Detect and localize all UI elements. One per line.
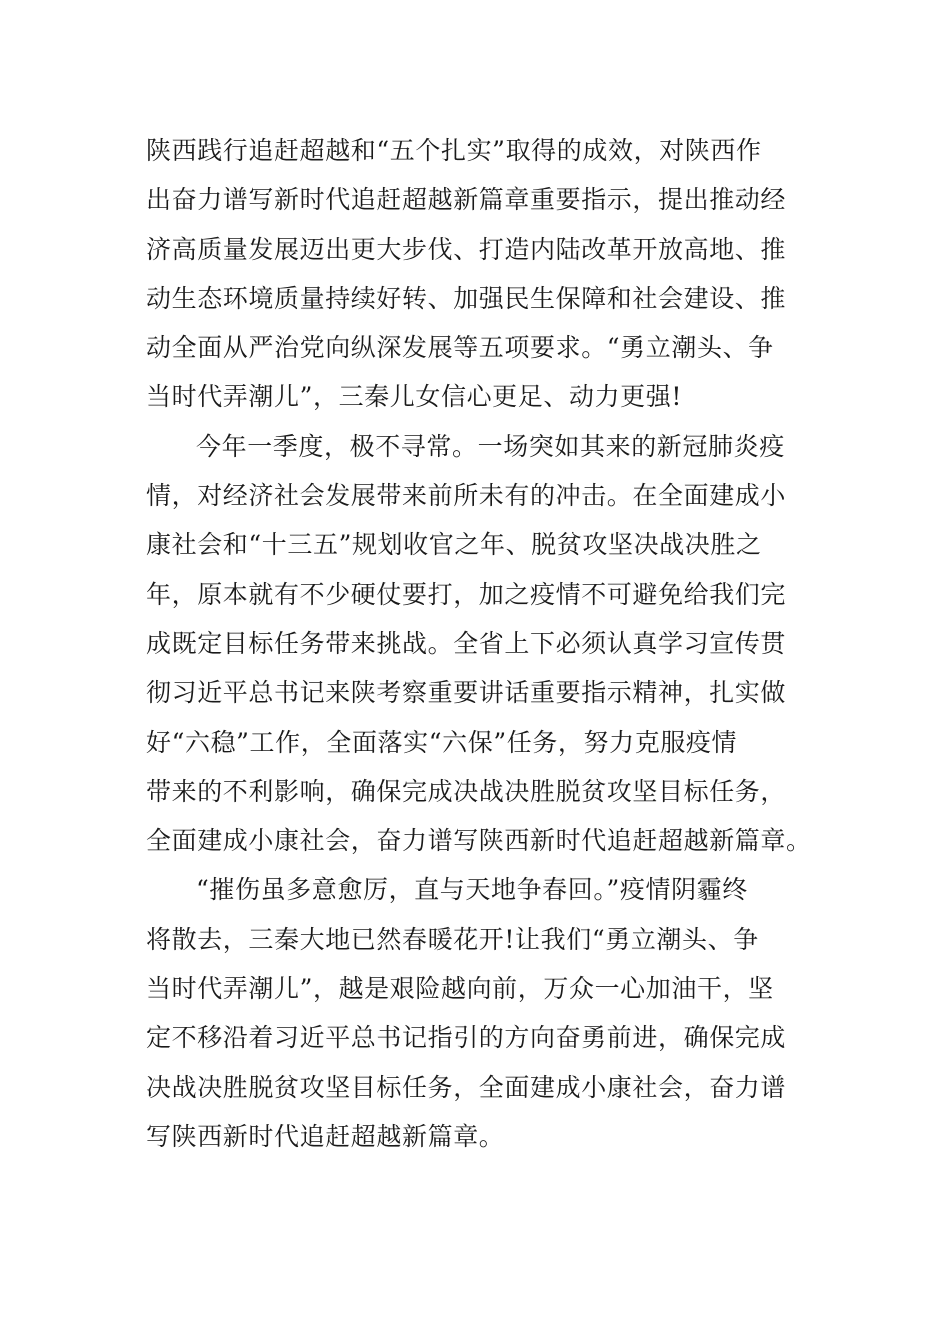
paragraph-3 [146,865,806,1161]
paragraph-line: 康社会和“十三五”规划收官之年、脱贫攻坚决战决胜之 [146,530,762,560]
paragraph-line: 动生态环境质量持续好转、加强民生保障和社会建设、推 [146,283,787,313]
paragraph-line: 决战决胜脱贫攻坚目标任务，全面建成小康社会，奋力谱 [146,1072,787,1102]
paragraph-line: 彻习近平总书记来陕考察重要讲话重要指示精神，扎实做 [146,678,787,708]
paragraph-line: 动全面从严治党向纵深发展等五项要求。“勇立潮头、争 [146,333,774,363]
paragraph-line: 当时代弄潮儿”，三秦儿女信心更足、动力更强! [146,382,683,412]
paragraph-line: “摧伤虽多意愈厉，直与天地争春回。”疫情阴霾终 [196,875,748,905]
paragraph-line: 定不移沿着习近平总书记指引的方向奋勇前进，确保完成 [146,1023,787,1053]
paragraph-2 [146,422,812,866]
paragraph-line: 好“六稳”工作，全面落实“六保”任务，努力克服疫情 [146,727,738,757]
paragraph-line: 出奋力谱写新时代追赶超越新篇章重要指示，提出推动经 [146,185,787,215]
paragraph-line: 今年一季度，极不寻常。一场突如其来的新冠肺炎疫 [196,431,785,461]
paragraph-line: 将散去，三秦大地已然春暖花开!让我们“勇立潮头、争 [146,924,759,954]
document-body [146,126,812,1161]
paragraph-line: 当时代弄潮儿”，越是艰险越向前，万众一心加油干，坚 [146,974,774,1004]
paragraph-1 [146,126,806,422]
paragraph-line: 年，原本就有不少硬仗要打，加之疫情不可避免给我们完 [146,579,787,609]
paragraph-line: 陕西践行追赶超越和“五个扎实”取得的成效，对陕西作 [146,136,762,165]
paragraph-line: 写陕西新时代追赶超越新篇章。 [146,1121,505,1151]
paragraph-line: 情，对经济社会发展带来前所未有的冲击。在全面建成小 [146,481,787,511]
paragraph-line: 带来的不利影响，确保完成决战决胜脱贫攻坚目标任务， [146,776,787,806]
paragraph-line: 成既定目标任务带来挑战。全省上下必须认真学习宣传贯 [146,628,787,658]
paragraph-line: 济高质量发展迈出更大步伐、打造内陆改革开放高地、推 [146,234,787,264]
paragraph-line: 全面建成小康社会，奋力谱写陕西新时代追赶超越新篇章。 [146,826,812,856]
